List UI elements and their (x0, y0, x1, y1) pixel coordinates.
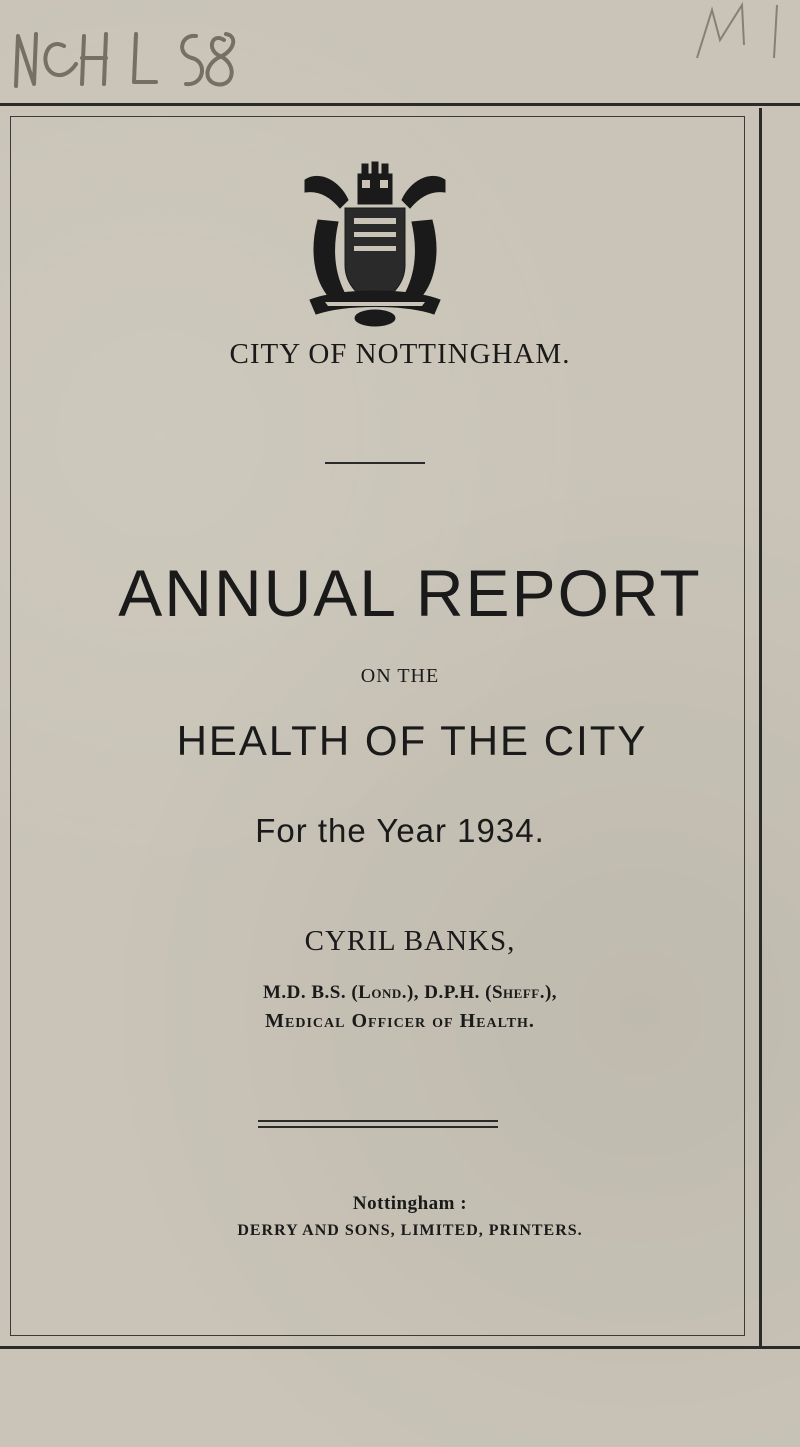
author-name: CYRIL BANKS, (304, 925, 516, 957)
top-border-rule (0, 103, 800, 106)
corner-scribble (682, 0, 792, 60)
author-office: Medical Officer of Health. (265, 1010, 535, 1032)
city-coat-of-arms-icon (300, 160, 450, 330)
imprint-place: Nottingham : (352, 1193, 468, 1214)
report-year: For the Year 1934. (255, 812, 545, 849)
city-title: CITY OF NOTTINGHAM. (229, 338, 571, 370)
main-title: ANNUAL REPORT (118, 556, 702, 630)
title-connector: ON THE (360, 665, 440, 687)
bottom-border-rule (0, 1346, 800, 1349)
imprint-printer: DERRY AND SONS, LIMITED, PRINTERS. (237, 1222, 583, 1239)
title-divider (325, 462, 425, 464)
imprint-divider (258, 1120, 498, 1128)
report-subject: HEALTH OF THE CITY (176, 717, 648, 764)
author-degrees: M.D. B.S. (Lond.), D.P.H. (Sheff.), (262, 982, 558, 1003)
handwritten-shelfmark (6, 6, 306, 96)
